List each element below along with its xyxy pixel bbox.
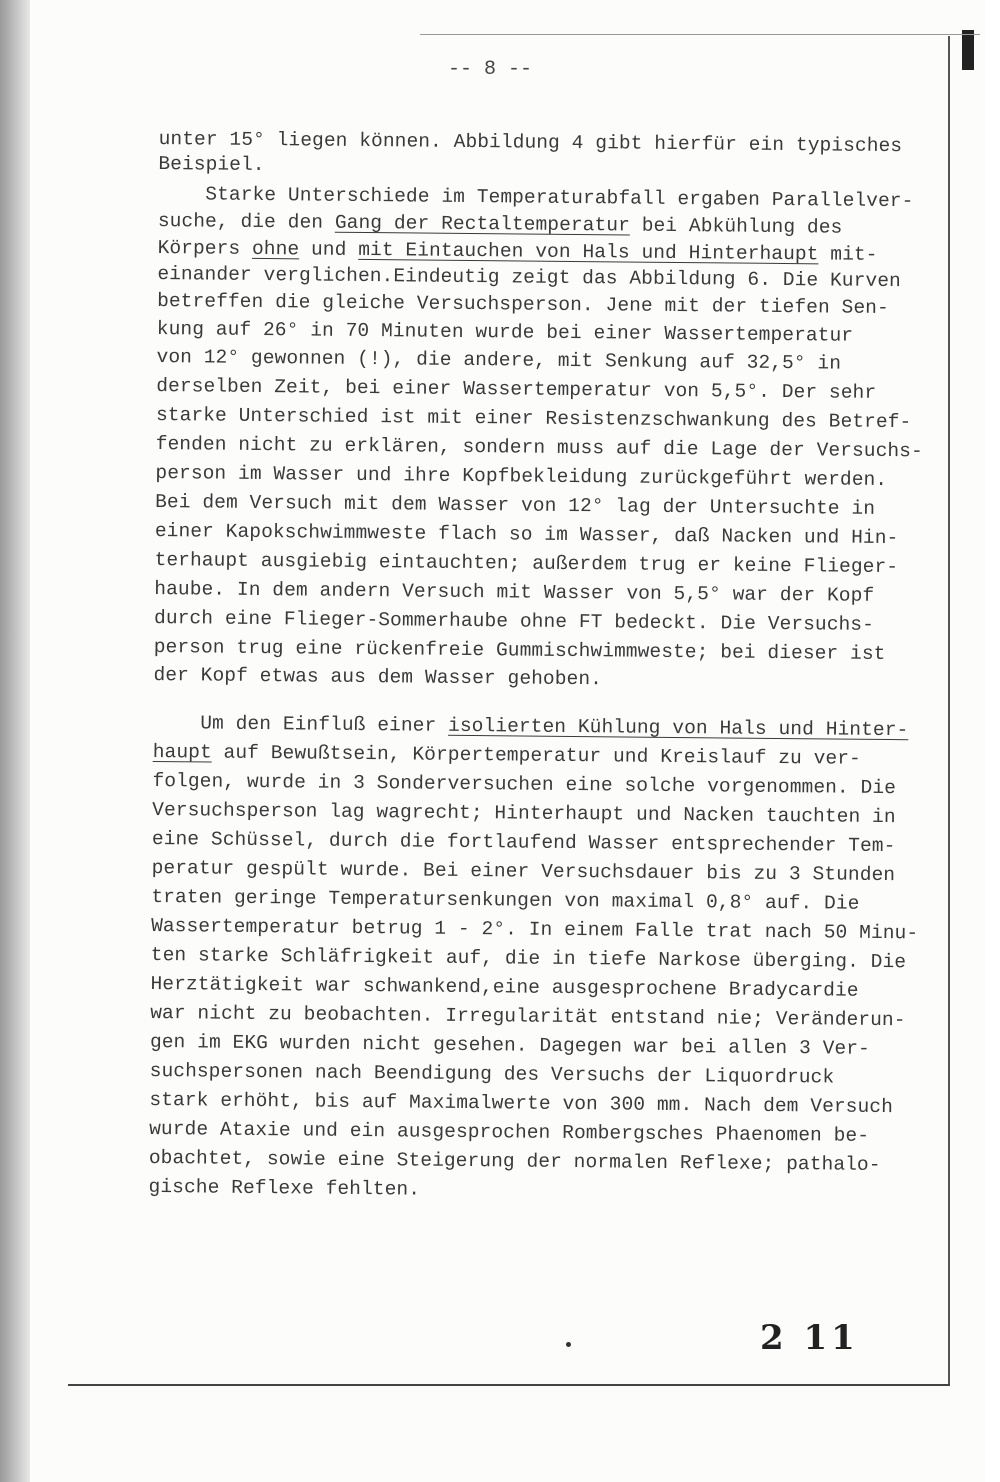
underlined-text: haupt <box>152 740 212 764</box>
text-segment: und <box>299 238 359 261</box>
text-segment: Versuchsperson lag wagrecht; Hinterhaupt und Nacken tauchten in <box>152 798 896 829</box>
text-segment: haube. In dem andern Versuch mit Wasser von 5,5° war der Kopf <box>154 577 875 607</box>
text-segment: kung auf 26° in 70 Minuten wurde bei einer Wassertemperatur <box>156 317 854 347</box>
text-segment: terhaupt ausgiebig eintauchten; außerdem trug er keine Flieger- <box>154 548 899 579</box>
underlined-text: isolierten Kühlung von Hals und Hinter- <box>448 714 909 742</box>
text-segment: fenden nicht zu erklären, sondern muss auf die Lage der Versuchs- <box>155 432 923 463</box>
text-segment: person im Wasser und ihre Kopfbekleidung zurückgeführt werden. <box>155 461 888 492</box>
text-segment: durch eine Flieger-Sommerhaube ohne FT bedeckt. Die Versuchs- <box>153 606 875 636</box>
text-line <box>149 1176 421 1201</box>
underlined-text: ohne <box>251 237 300 261</box>
text-segment: betreffen die gleiche Versuchsperson. Jene mit der tiefen Sen- <box>157 289 889 320</box>
text-segment: bei Abkühlung des <box>629 214 843 239</box>
text-segment: stark erhöht, bis auf Maximalwerte von 300 mm. Nach dem Versuch <box>149 1088 894 1119</box>
underlined-text: mit Eintauchen von Hals und Hinterhaupt <box>358 238 819 266</box>
text-segment: unter 15° liegen können. Abbildung 4 gibt hierfür ein typisches <box>158 127 903 158</box>
text-line <box>153 664 602 690</box>
text-segment: Körpers <box>157 236 253 260</box>
text-segment: wurde Ataxie und ein ausgesprochen Rombergsches Phaenomen be- <box>149 1117 870 1147</box>
text-segment: Herztätigkeit war schwankend,eine ausgesprochene Bradycardie <box>150 972 859 1002</box>
text-segment: starke Unterschied ist mit einer Resistenzschwankung des Betref- <box>155 403 912 434</box>
text-segment: suche, die den <box>157 209 336 234</box>
text-segment: war nicht zu beobachten. Irregularität entstand nie; Veränderun- <box>150 1001 906 1032</box>
bottom-rule <box>68 1384 950 1386</box>
text-segment: Wassertemperatur betrug 1 - 2°. In einem Falle trat nach 50 Minu- <box>151 914 919 945</box>
text-segment: person trug eine rückenfreie Gummischwimmweste; bei dieser ist <box>153 635 886 665</box>
text-segment: Starke Unterschiede im Temperaturabfall ergaben Parallelver- <box>158 182 914 213</box>
text-segment: der Kopf etwas aus dem Wasser gehoben. <box>153 663 603 691</box>
text-segment: ten starke Schläfrigkeit auf, die in tiefe Narkose überging. Die <box>150 943 907 974</box>
text-segment: Um den Einfluß einer <box>152 711 449 737</box>
edge-mark <box>962 30 974 70</box>
text-segment: gische Reflexe fehlten. <box>148 1175 421 1201</box>
ink-dot <box>566 1342 571 1347</box>
text-segment: Beispiel. <box>158 152 265 177</box>
text-segment: auf Bewußtsein, Körpertemperatur und Kreislauf zu ver- <box>211 741 861 770</box>
text-segment: gen im EKG wurden nicht gesehen. Dagegen war bei allen 3 Ver- <box>149 1030 870 1060</box>
text-segment: peratur gespült wurde. Bei einer Versuchsdauer bis zu 3 Stunden <box>151 856 896 887</box>
text-segment: einander verglichen.Eindeutig zeigt das Abbildung 6. Die Kurven <box>157 262 901 293</box>
text-segment: eine Schüssel, durch die fortlaufend Wasser entsprechender Tem- <box>151 827 896 858</box>
text-segment: mit- <box>818 243 878 266</box>
right-margin-line <box>948 36 950 1386</box>
page-number: -- 8 -- <box>448 58 533 81</box>
text-segment: folgen, wurde in 3 Sonderversuchen eine solche vorgenommen. Die <box>152 769 897 800</box>
text-segment: obachtet, sowie eine Steigerung der normalen Reflexe; pathalo- <box>148 1146 881 1176</box>
book-binding <box>0 0 30 1482</box>
page-stamp: 2 11 <box>760 1318 859 1358</box>
text-segment: traten geringe Temperatursenkungen von maximal 0,8° auf. Die <box>151 885 860 915</box>
text-segment: von 12° gewonnen (!), die andere, mit Senkung auf 32,5° in <box>156 345 842 375</box>
text-segment: Bei dem Versuch mit dem Wasser von 12° lag der Untersuchte in <box>155 490 876 520</box>
page-edge <box>985 0 1000 1482</box>
text-segment: einer Kapokschwimmweste flach so im Wasser, daß Nacken und Hin- <box>154 519 899 550</box>
underlined-text: Gang der Rectaltemperatur <box>334 211 631 237</box>
text-line <box>158 153 264 176</box>
text-segment: derselben Zeit, bei einer Wassertemperatur von 5,5°. Der sehr <box>156 374 877 404</box>
text-segment: suchspersonen nach Beendigung des Versuchs der Liquordruck <box>149 1059 835 1089</box>
top-divider <box>420 34 980 35</box>
